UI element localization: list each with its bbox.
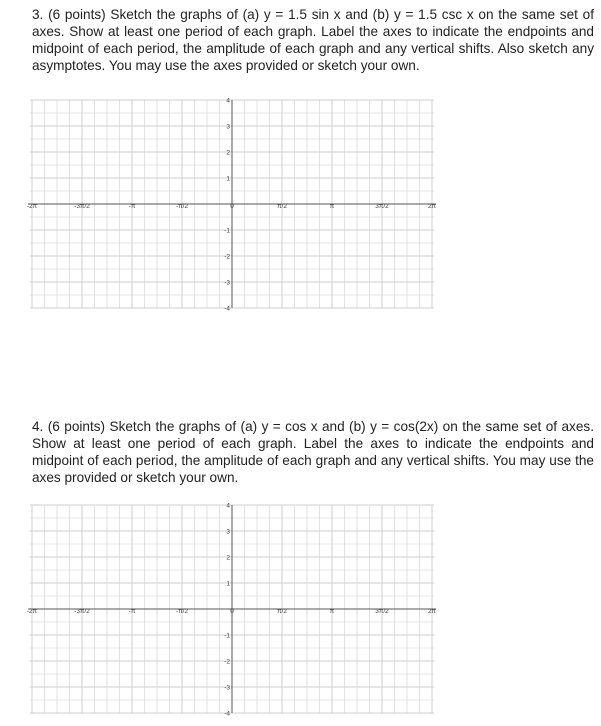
- problem-3-text: [6, 6, 594, 74]
- y-tick-label: 3: [226, 528, 230, 536]
- x-tick-label: 3π/2: [375, 608, 389, 615]
- x-tick-label: 0: [230, 608, 234, 615]
- problem-3-text-3: on the same set of axes. Show at least one period of each graph. Label the axes to indicate the endpoints and midpoint of each period, the amplitude of each graph and any vertical shifts. Also sketch any asymptotes. You may use the axes provided or sketch your own.: [32, 7, 594, 73]
- graph-grid-problem-4: [26, 502, 440, 718]
- x-tick-label: π/2: [277, 608, 287, 615]
- x-tick-label: 2π: [427, 203, 437, 210]
- problem-3-number: 3.: [32, 7, 44, 22]
- problem-3-points: (6 points): [48, 7, 106, 22]
- y-tick-label: -4: [224, 305, 230, 313]
- problem-3: [6, 6, 594, 74]
- y-tick-label: -4: [224, 710, 230, 718]
- problem-4-number: 4.: [32, 419, 44, 434]
- problem-4-eq-b: y = cos(2x): [370, 419, 439, 434]
- x-tick-label: -π/2: [175, 608, 189, 615]
- y-tick-label: 2: [226, 554, 230, 562]
- x-tick-label: -π/2: [175, 203, 189, 210]
- problem-3-eq-a: y = 1.5 sin x: [263, 7, 341, 22]
- y-tick-label: 1: [226, 175, 230, 183]
- y-tick-label: -1: [224, 227, 230, 235]
- x-tick-label: π: [329, 608, 335, 615]
- y-tick-label: 1: [226, 580, 230, 588]
- y-tick-label: -2: [224, 658, 230, 666]
- grid-svg: [26, 97, 440, 313]
- problem-4-text-1: Sketch the graphs of (a): [105, 419, 262, 434]
- x-tick-label: -3π/2: [74, 203, 90, 210]
- problem-4: [6, 418, 594, 486]
- x-tick-label: -π: [128, 203, 136, 210]
- x-tick-label: π: [329, 203, 335, 210]
- problem-4-text-3: on the same set of axes. Show at least one period of each graph. Label the axes to indicate the endpoints and midpoint of each period, the amplitude of each graph and any vertical shifts. You may use the axes provided or sketch your own.: [32, 419, 594, 485]
- problem-4-text-2: and (b): [317, 419, 371, 434]
- y-tick-label: 4: [226, 97, 230, 105]
- x-tick-label: -2π: [26, 608, 38, 615]
- y-tick-label: 4: [226, 502, 230, 510]
- graph-grid-problem-3: [26, 97, 440, 313]
- grid-svg: [26, 502, 440, 718]
- x-tick-label: 0: [230, 203, 234, 210]
- x-tick-label: -3π/2: [74, 608, 90, 615]
- x-tick-label: -π: [128, 608, 136, 615]
- y-tick-label: -3: [224, 279, 230, 287]
- y-tick-label: -3: [224, 684, 230, 692]
- y-tick-label: -2: [224, 253, 230, 261]
- problem-3-text-1: Sketch the graphs of (a): [105, 7, 264, 22]
- y-tick-label: 3: [226, 123, 230, 131]
- x-tick-label: π/2: [277, 203, 287, 210]
- x-tick-label: 3π/2: [375, 203, 389, 210]
- y-tick-label: 2: [226, 149, 230, 157]
- y-tick-label: -1: [224, 632, 230, 640]
- problem-3-text-2: and (b): [340, 7, 395, 22]
- problem-4-eq-a: y = cos x: [261, 419, 318, 434]
- problem-4-points: (6 points): [47, 419, 106, 434]
- problem-3-eq-b: y = 1.5 csc x: [394, 7, 474, 22]
- problem-4-text: [6, 418, 594, 486]
- x-tick-label: 2π: [427, 608, 437, 615]
- x-tick-label: -2π: [26, 203, 38, 210]
